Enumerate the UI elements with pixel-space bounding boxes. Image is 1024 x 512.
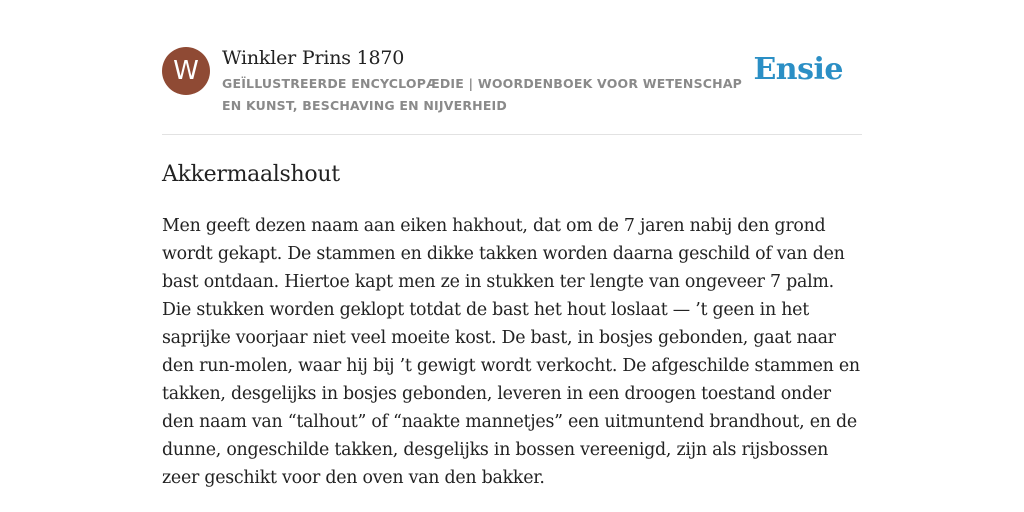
page [162, 0, 862, 512]
ensie-logo[interactable]: Ensie [753, 52, 843, 87]
source-header [162, 0, 862, 135]
source-title[interactable]: Winkler Prins 1870 [222, 47, 405, 69]
source-info [222, 45, 762, 117]
source-avatar[interactable]: W [162, 47, 210, 95]
source-subtitle: GEÏLLUSTREERDE ENCYCLOPÆDIE | WOORDENBOEK VOOR WETENSCHAP EN KUNST, BESCHAVING EN NIJVERHEID [222, 76, 743, 113]
article-title: Akkermaalshout [162, 162, 340, 187]
article-body: Men geeft dezen naam aan eiken hakhout, dat om de 7 jaren nabij den grond wordt gekapt. De stammen en dikke takken worden daarna geschild of van den bast ontdaan. Hiertoe kapt men ze in stukken ter lengte van ongeveer 7 palm. Die stukken worden geklopt totdat de bast het hout loslaat — ’t geen in het saprijke voorjaar niet veel moeite kost. De bast, in bosjes gebonden, gaat naar den run-molen, waar hij bij ’t gewigt wordt verkocht. De afgeschilde stammen en takken, desgelijks in bosjes gebonden, leveren in een droogen toestand onder den naam van “talhout” of “naakte mannetjes” een uitmuntend brandhout, en de dunne, ongeschilde takken, desgelijks in bossen vereenigd, zijn als rijsbossen zeer geschikt voor den oven van den bakker. [162, 216, 860, 488]
